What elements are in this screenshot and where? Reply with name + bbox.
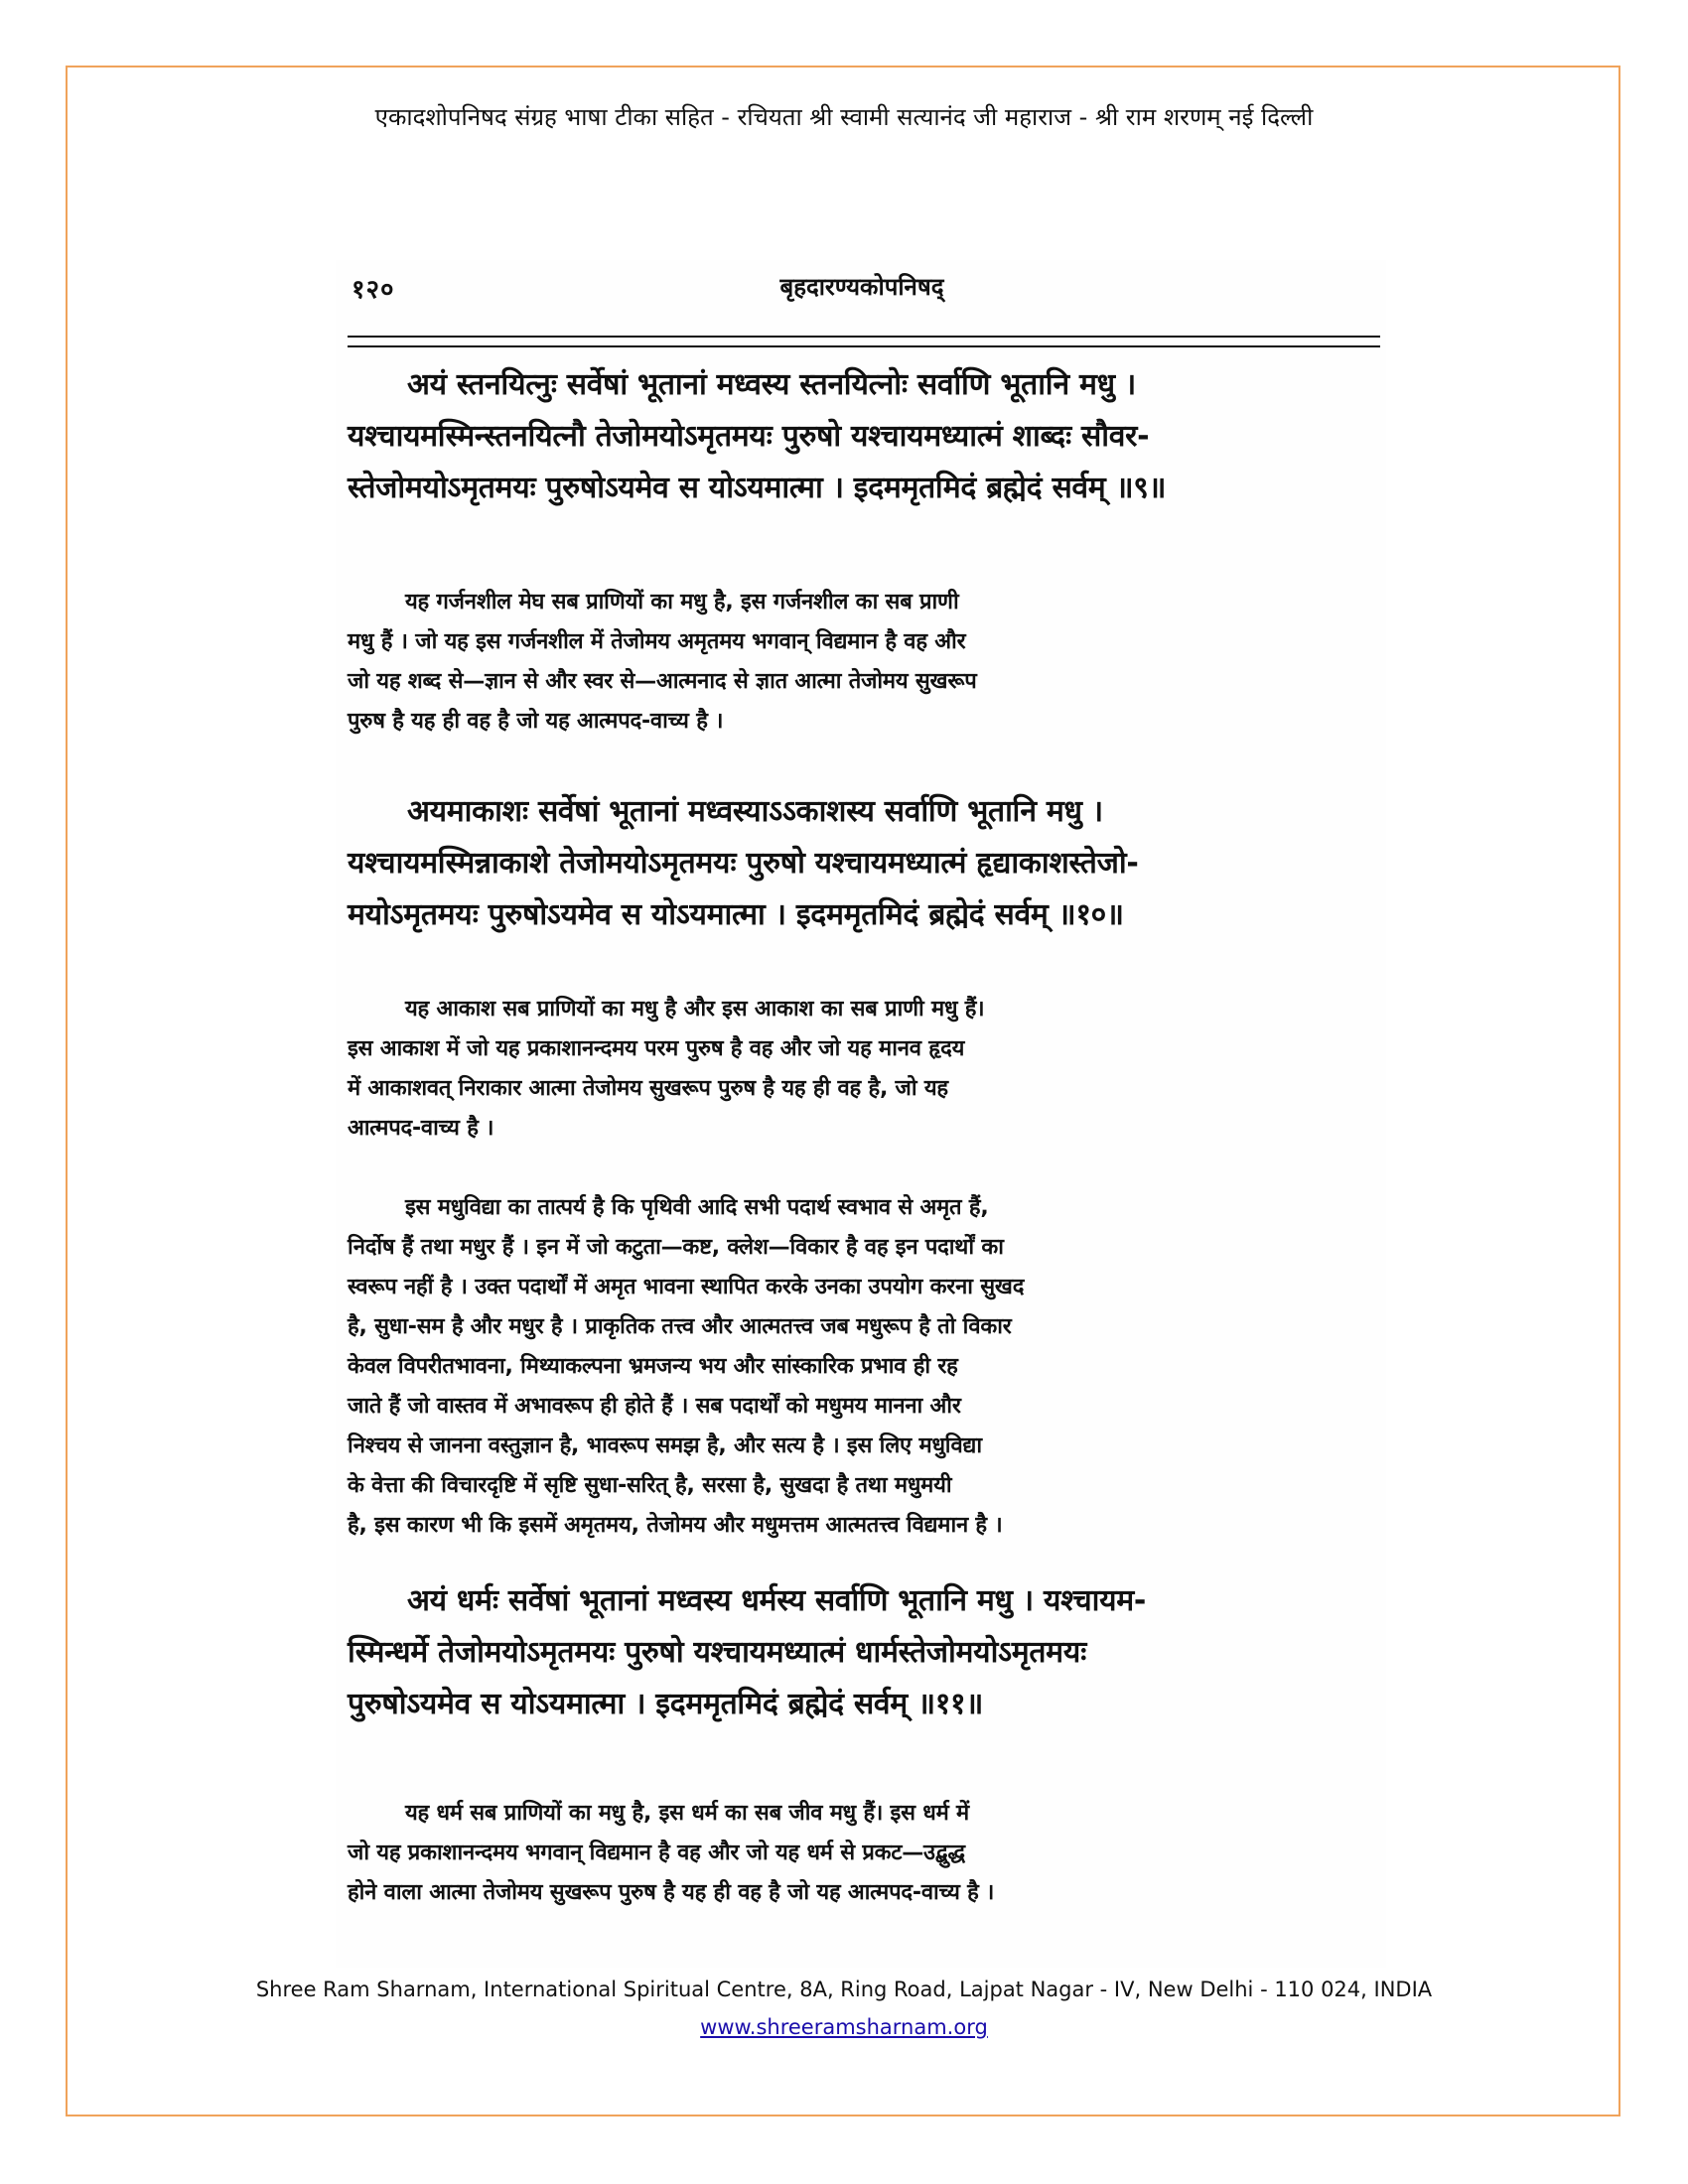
commentary-line: स्वरूप नहीं है । उक्त पदार्थों में अमृत भावना स्थापित करके उनका उपयोग करना सुखद [348, 1275, 1025, 1299]
commentary-line: में आकाशवत् निराकार आत्मा तेजोमय सुखरूप पुरुष है यह ही वह है, जो यह [348, 1076, 948, 1101]
commentary-line: मधु हैं । जो यह इस गर्जनशील में तेजोमय अमृतमय भगवान् विद्यमान है वह और [348, 629, 966, 654]
footer-address: Shree Ram Sharnam, International Spiritual Centre, 8A, Ring Road, Lajpat Nagar - IV, New Delhi - 110 024, INDIA [255, 1978, 1433, 2001]
commentary-line: है, सुधा-सम है और मधुर है । प्राकृतिक तत्त्व और आत्मतत्त्व जब मधुरूप है तो विकार [348, 1314, 1012, 1339]
sloka-line: अयं स्तनयित्नुः सर्वेषां भूतानां मध्वस्य स्तनयित्नोः सर्वाणि भूतानि मधु । [407, 367, 1136, 402]
header-rule-top [348, 336, 1380, 338]
sloka-line: अयमाकाशः सर्वेषां भूतानां मध्वस्याऽऽकाशस्य सर्वाणि भूतानि मधु । [407, 794, 1103, 829]
commentary-line: यह गर्जनशील मेघ सब प्राणियों का मधु है, इस गर्जनशील का सब प्राणी [405, 590, 959, 614]
page-number: १२० [352, 275, 395, 305]
commentary-line: यह आकाश सब प्राणियों का मधु है और इस आकाश का सब प्राणी मधु हैं। [405, 997, 985, 1022]
sloka-line: यश्चायमस्मिन्स्तनयित्नौ तेजोमयोऽमृतमयः पुरुषो यश्चायमध्यात्मं शाब्दः सौवर- [348, 419, 1150, 454]
scanned-book-page [336, 260, 1386, 1968]
sloka-line: यश्चायमस्मिन्नाकाशे तेजोमयोऽमृतमयः पुरुषो यश्चायमध्यात्मं हृद्याकाशस्तेजो- [348, 846, 1139, 881]
header-rule-bottom [348, 345, 1380, 347]
commentary-line: यह धर्म सब प्राणियों का मधु है, इस धर्म का सब जीव मधु हैं। इस धर्म में [405, 1801, 969, 1826]
commentary-line: निर्दोष हैं तथा मधुर हैं । इन में जो कटुता—कष्ट, क्लेश—विकार है वह इन पदार्थों का [348, 1235, 1004, 1260]
commentary-line: इस मधुविद्या का तात्पर्य है कि पृथिवी आदि सभी पदार्थ स्वभाव से अमृत हैं, [405, 1195, 989, 1220]
commentary-line: इस आकाश में जो यह प्रकाशानन्दमय परम पुरुष है वह और जो यह मानव हृदय [348, 1036, 965, 1061]
page-header-banner: एकादशोपनिषद संग्रह भाषा टीका सहित - रचियता श्री स्वामी सत्यानंद जी महाराज - श्री राम शरणम् नई दिल्ली [374, 103, 1314, 131]
commentary-line: आत्मपद-वाच्य है । [348, 1116, 494, 1141]
sloka-line: स्तेजोमयोऽमृतमयः पुरुषोऽयमेव स योऽयमात्मा । इदममृतमिदं ब्रह्मेदं सर्वम् ॥९॥ [348, 471, 1167, 505]
sloka-line: स्मिन्धर्मे तेजोमयोऽमृतमयः पुरुषो यश्चायमध्यात्मं धार्मस्तेजोमयोऽमृतमयः [348, 1635, 1086, 1670]
commentary-line: केवल विपरीतभावना, मिथ्याकल्पना भ्रमजन्य भय और सांस्कारिक प्रभाव ही रह [348, 1354, 958, 1379]
commentary-block [348, 990, 1384, 1149]
website-link[interactable]: www.shreeramsharnam.org [700, 2015, 988, 2039]
footer-website-container [119, 2015, 1569, 2039]
commentary-line: जाते हैं जो वास्तव में अभावरूप ही होते हैं । सब पदार्थों को मधुमय मानना और [348, 1394, 961, 1419]
commentary-line: जो यह प्रकाशानन्दमय भगवान् विद्यमान है वह और जो यह धर्म से प्रकट—उद्बुद्ध [348, 1841, 965, 1865]
commentary-line: जो यह शब्द से—ज्ञान से और स्वर से—आत्मनाद से ज्ञात आत्मा तेजोमय सुखरूप [348, 669, 977, 694]
sloka-line: अयं धर्मः सर्वेषां भूतानां मध्वस्य धर्मस्य सर्वाणि भूतानि मधु । यश्चायम- [407, 1583, 1146, 1618]
running-head: बृहदारण्यकोपनिषद् [779, 272, 944, 301]
commentary-line: के वेत्ता की विचारदृष्टि में सृष्टि सुधा-सरित् है, सरसा है, सुखदा है तथा मधुमयी [348, 1473, 952, 1498]
sloka-line: मयोऽमृतमयः पुरुषोऽयमेव स योऽयमात्मा । इदममृतमिदं ब्रह्मेदं सर्वम् ॥१०॥ [348, 897, 1124, 932]
commentary-line: निश्चय से जानना वस्तुज्ञान है, भावरूप समझ है, और सत्य है । इस लिए मधुविद्या [348, 1433, 982, 1458]
commentary-line: है, इस कारण भी कि इसमें अमृतमय, तेजोमय और मधुमत्तम आत्मतत्त्व विद्यमान है । [348, 1513, 1003, 1538]
commentary-block [348, 583, 1384, 742]
commentary-line: होने वाला आत्मा तेजोमय सुखरूप पुरुष है यह ही वह है जो यह आत्मपद-वाच्य है । [348, 1880, 995, 1905]
commentary-block [348, 1188, 1384, 1546]
sloka-block [348, 359, 1384, 514]
sloka-block [348, 1575, 1384, 1730]
commentary-block [348, 1794, 1384, 1913]
sloka-block [348, 786, 1384, 941]
sloka-line: पुरुषोऽयमेव स योऽयमात्मा । इदममृतमिदं ब्रह्मेदं सर्वम् ॥११॥ [348, 1687, 984, 1721]
commentary-line: पुरुष है यह ही वह है जो यह आत्मपद-वाच्य है । [348, 709, 724, 734]
